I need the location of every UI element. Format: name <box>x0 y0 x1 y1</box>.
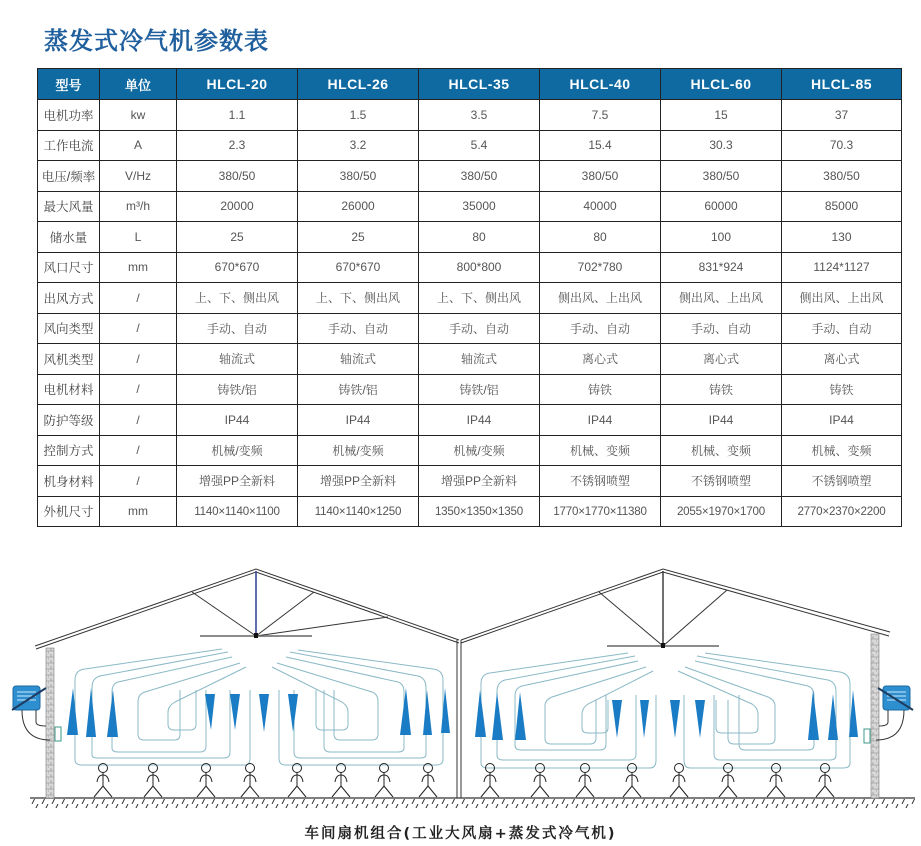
table-row <box>38 100 902 131</box>
param-name-cell: 防护等级 <box>38 405 100 436</box>
header-hlcl-35: HLCL-35 <box>419 69 540 100</box>
unit-cell: / <box>100 344 177 375</box>
value-cell: 670*670 <box>177 252 298 283</box>
value-cell: 铸铁 <box>782 374 902 405</box>
value-cell: 85000 <box>782 191 902 222</box>
ceiling-fan-icon <box>607 643 719 648</box>
value-cell: 3.5 <box>419 100 540 131</box>
value-cell: 侧出风、上出风 <box>661 283 782 314</box>
value-cell: 26000 <box>298 191 419 222</box>
param-name-cell: 出风方式 <box>38 283 100 314</box>
table-row <box>38 374 902 405</box>
value-cell: 1350×1350×1350 <box>419 496 540 527</box>
value-cell: 机械、变频 <box>540 435 661 466</box>
unit-cell: L <box>100 222 177 253</box>
value-cell: 800*800 <box>419 252 540 283</box>
unit-cell: / <box>100 374 177 405</box>
value-cell: 70.3 <box>782 130 902 161</box>
table-row <box>38 496 902 527</box>
value-cell: 上、下、侧出风 <box>177 283 298 314</box>
spec-table <box>37 68 902 527</box>
unit-cell: / <box>100 435 177 466</box>
value-cell: 1.1 <box>177 100 298 131</box>
header-unit: 单位 <box>100 69 177 100</box>
airflow-lines-right <box>481 653 850 768</box>
value-cell: 机械/变频 <box>177 435 298 466</box>
value-cell: 上、下、侧出风 <box>298 283 419 314</box>
value-cell: 铸铁/铝 <box>177 374 298 405</box>
illustration-caption: 车间扇机组合(工业大风扇+蒸发式冷气机) <box>304 826 617 842</box>
value-cell: 增强PP全新料 <box>419 466 540 497</box>
unit-cell: / <box>100 405 177 436</box>
value-cell: 上、下、侧出风 <box>419 283 540 314</box>
value-cell: 380/50 <box>177 161 298 192</box>
value-cell: 15.4 <box>540 130 661 161</box>
value-cell: 机械、变频 <box>782 435 902 466</box>
param-name-cell: 储水量 <box>38 222 100 253</box>
value-cell: IP44 <box>661 405 782 436</box>
param-name-cell: 电机功率 <box>38 100 100 131</box>
value-cell: 1770×1770×11380 <box>540 496 661 527</box>
value-cell: 铸铁 <box>661 374 782 405</box>
value-cell: 手动、自动 <box>782 313 902 344</box>
value-cell: 不锈钢喷塑 <box>661 466 782 497</box>
unit-cell: m³/h <box>100 191 177 222</box>
header-hlcl-26: HLCL-26 <box>298 69 419 100</box>
value-cell: 2770×2370×2200 <box>782 496 902 527</box>
value-cell: 不锈钢喷塑 <box>782 466 902 497</box>
param-name-cell: 电压/频率 <box>38 161 100 192</box>
header-hlcl-85: HLCL-85 <box>782 69 902 100</box>
param-name-cell: 外机尺寸 <box>38 496 100 527</box>
value-cell: 手动、自动 <box>177 313 298 344</box>
value-cell: IP44 <box>782 405 902 436</box>
value-cell: 轴流式 <box>298 344 419 375</box>
value-cell: 100 <box>661 222 782 253</box>
value-cell: 1124*1127 <box>782 252 902 283</box>
value-cell: 25 <box>177 222 298 253</box>
value-cell: 轴流式 <box>177 344 298 375</box>
table-header-row <box>38 69 902 100</box>
page-title: 蒸发式冷气机参数表 <box>44 27 269 55</box>
value-cell: 增强PP全新料 <box>177 466 298 497</box>
unit-cell: kw <box>100 100 177 131</box>
param-name-cell: 电机材料 <box>38 374 100 405</box>
unit-cell: / <box>100 283 177 314</box>
table-row <box>38 344 902 375</box>
value-cell: 2.3 <box>177 130 298 161</box>
value-cell: 铸铁/铝 <box>419 374 540 405</box>
value-cell: 380/50 <box>419 161 540 192</box>
param-name-cell: 工作电流 <box>38 130 100 161</box>
value-cell: 80 <box>540 222 661 253</box>
value-cell: 手动、自动 <box>661 313 782 344</box>
value-cell: IP44 <box>419 405 540 436</box>
value-cell: 3.2 <box>298 130 419 161</box>
param-name-cell: 控制方式 <box>38 435 100 466</box>
value-cell: 35000 <box>419 191 540 222</box>
unit-cell: / <box>100 466 177 497</box>
header-hlcl-60: HLCL-60 <box>661 69 782 100</box>
table-row <box>38 252 902 283</box>
value-cell: 铸铁 <box>540 374 661 405</box>
value-cell: 1140×1140×1100 <box>177 496 298 527</box>
table-row <box>38 313 902 344</box>
header-model: 型号 <box>38 69 100 100</box>
value-cell: 380/50 <box>782 161 902 192</box>
unit-cell: / <box>100 313 177 344</box>
ground-hatch-icon <box>30 798 915 808</box>
value-cell: 130 <box>782 222 902 253</box>
value-cell: 2055×1970×1700 <box>661 496 782 527</box>
value-cell: 380/50 <box>298 161 419 192</box>
value-cell: 25 <box>298 222 419 253</box>
value-cell: 40000 <box>540 191 661 222</box>
param-name-cell: 风口尺寸 <box>38 252 100 283</box>
table-row <box>38 435 902 466</box>
value-cell: 831*924 <box>661 252 782 283</box>
table-row <box>38 283 902 314</box>
value-cell: 1140×1140×1250 <box>298 496 419 527</box>
param-name-cell: 风向类型 <box>38 313 100 344</box>
value-cell: 离心式 <box>661 344 782 375</box>
table-row <box>38 466 902 497</box>
param-name-cell: 最大风量 <box>38 191 100 222</box>
value-cell: 铸铁/铝 <box>298 374 419 405</box>
value-cell: 侧出风、上出风 <box>782 283 902 314</box>
value-cell: 80 <box>419 222 540 253</box>
workshop-illustration <box>0 548 921 808</box>
value-cell: 手动、自动 <box>298 313 419 344</box>
value-cell: 侧出风、上出风 <box>540 283 661 314</box>
value-cell: 机械、变频 <box>661 435 782 466</box>
value-cell: 机械/变频 <box>419 435 540 466</box>
value-cell: 30.3 <box>661 130 782 161</box>
table-row <box>38 405 902 436</box>
value-cell: 轴流式 <box>419 344 540 375</box>
value-cell: 15 <box>661 100 782 131</box>
value-cell: 702*780 <box>540 252 661 283</box>
value-cell: 手动、自动 <box>540 313 661 344</box>
param-name-cell: 风机类型 <box>38 344 100 375</box>
value-cell: 60000 <box>661 191 782 222</box>
unit-cell: V/Hz <box>100 161 177 192</box>
value-cell: 机械/变频 <box>298 435 419 466</box>
header-hlcl-40: HLCL-40 <box>540 69 661 100</box>
value-cell: 380/50 <box>661 161 782 192</box>
value-cell: 670*670 <box>298 252 419 283</box>
value-cell: 37 <box>782 100 902 131</box>
value-cell: IP44 <box>540 405 661 436</box>
value-cell: IP44 <box>298 405 419 436</box>
unit-cell: A <box>100 130 177 161</box>
value-cell: 离心式 <box>782 344 902 375</box>
value-cell: 增强PP全新料 <box>298 466 419 497</box>
value-cell: 手动、自动 <box>419 313 540 344</box>
table-row <box>38 161 902 192</box>
table-row <box>38 130 902 161</box>
table-row <box>38 222 902 253</box>
table-row <box>38 191 902 222</box>
header-hlcl-20: HLCL-20 <box>177 69 298 100</box>
value-cell: 5.4 <box>419 130 540 161</box>
ceiling-fan-icon <box>200 633 312 638</box>
value-cell: 20000 <box>177 191 298 222</box>
unit-cell: mm <box>100 496 177 527</box>
value-cell: 380/50 <box>540 161 661 192</box>
airflow-lines-left <box>75 649 443 765</box>
value-cell: 不锈钢喷塑 <box>540 466 661 497</box>
value-cell: 1.5 <box>298 100 419 131</box>
value-cell: IP44 <box>177 405 298 436</box>
unit-cell: mm <box>100 252 177 283</box>
person-icon <box>94 764 834 798</box>
value-cell: 离心式 <box>540 344 661 375</box>
param-name-cell: 机身材料 <box>38 466 100 497</box>
value-cell: 7.5 <box>540 100 661 131</box>
